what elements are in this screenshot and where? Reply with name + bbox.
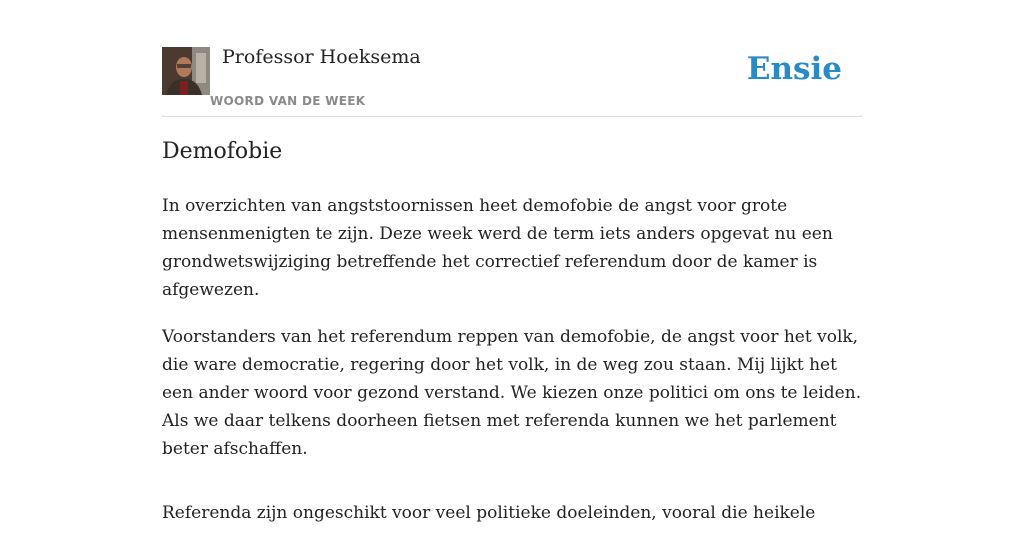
category-label[interactable]: WOORD VAN DE WEEK — [210, 94, 366, 108]
avatar[interactable] — [162, 47, 210, 95]
paragraph: Voorstanders van het referendum reppen van demofobie, de angst voor het volk, die ware democratie, regering door het volk, in de weg zou staan. Mij lijkt het een ander woord voor gezond verstand. We kiezen onze politici om ons te leiden. Als we daar telkens doorheen fietsen met referenda kunnen we het parlement beter afschaffen. — [162, 327, 862, 459]
article-body — [162, 192, 862, 546]
author-name[interactable]: Professor Hoeksema — [222, 46, 421, 68]
author-photo-icon — [162, 47, 210, 95]
paragraph: In overzichten van angststoornissen heet demofobie de angst voor grote mensenmenigten te zijn. Deze week werd de term iets anders opgevat nu een grondwetswijziging betreffende het correctief referendum door de kamer is afgewezen. — [162, 196, 833, 300]
article-header — [162, 46, 862, 117]
article-title: Demofobie — [162, 139, 283, 164]
brand-logo[interactable]: Ensie — [746, 51, 842, 87]
paragraph: Referenda zijn ongeschikt voor veel politieke doeleinden, vooral die heikele — [162, 503, 816, 523]
